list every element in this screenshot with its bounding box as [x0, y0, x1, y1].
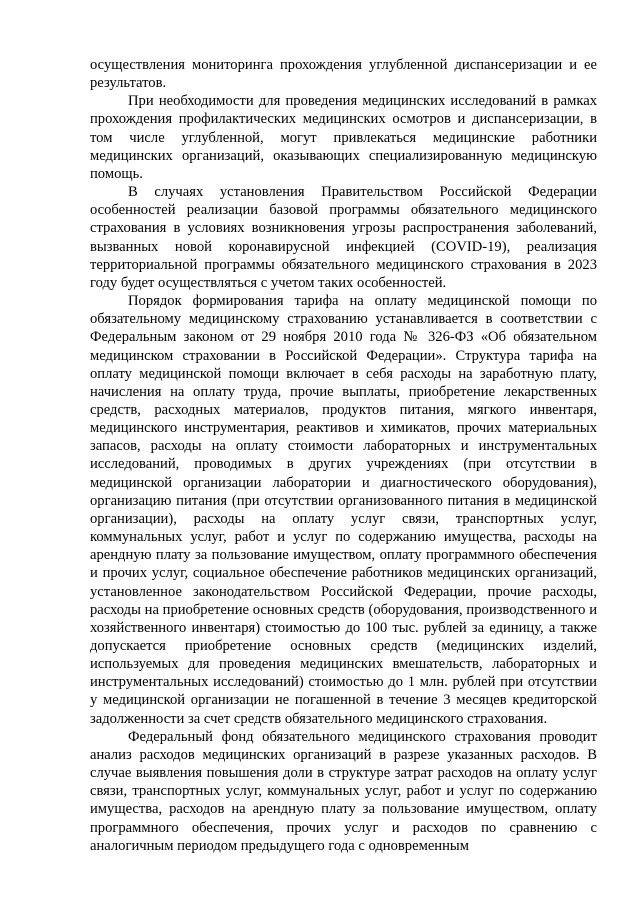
- paragraph-fund-analysis: Федеральный фонд обязательного медицинского страхования проводит анализ расходов медицинских организаций в разрезе указанных расходов. В случае выявления повышения доли в структуре затрат расходов на оплату услуг связи, транспортных услуг, коммунальных услуг, работ и услуг по содержанию имущества, расходов на арендную плату за пользование имуществом, оплату программного обеспечения, прочих услуг и расходов по сравнению с аналогичным периодом предыдущего года с одновременным: [90, 728, 597, 854]
- document-body: [90, 56, 597, 855]
- paragraph-continuation: осуществления мониторинга прохождения углубленной диспансеризации и ее результатов.: [90, 57, 597, 92]
- paragraph-tariff-structure: Порядок формирования тарифа на оплату медицинской помощи по обязательному медицинскому страхованию устанавливается в соответствии с Федеральным законом от 29 ноября 2010 года № 326-ФЗ «Об обязательном медицинском страховании в Российской Федерации». Структура тарифа на оплату медицинской помощи включает в себя расходы на заработную плату, начисления на оплату труда, прочие выплаты, приобретение лекарственных средств, расходных материалов, продуктов питания, мягкого инвентаря, медицинского инструментария, реактивов и химикатов, прочих материальных запасов, расходы на оплату стоимости лабораторных и инструментальных исследований, проводимых в других учреждениях (при отсутствии в медицинской организации лаборатории и диагностического оборудования), организацию питания (при отсутствии организованного питания в медицинской организации), расходы на оплату услуг связи, транспортных услуг, коммунальных услуг, работ и услуг по содержанию имущества, расходы на арендную плату за пользование имуществом, оплату программного обеспечения и прочих услуг, социальное обеспечение работников медицинских организаций, установленное законодательством Российской Федерации, прочие расходы, расходы на приобретение основных средств (оборудования, производственного и хозяйственного инвентаря) стоимостью до 100 тыс. рублей за единицу, а также допускается приобретение основных средств (медицинских изделий, используемых для проведения медицинских вмешательств, лабораторных и инструментальных исследований) стоимостью до 1 млн. рублей при отсутствии у медицинской организации не погашенной в течение 3 месяцев кредиторской задолженности за счет средств обязательного медицинского страхования.: [90, 293, 597, 727]
- paragraph-covid-features: В случаях установления Правительством Российской Федерации особенностей реализации базовой программы обязательного медицинского страхования в условиях возникновения угрозы распространения заболеваний, вызванных новой коронавирусной инфекцией (COVID-19), реализация территориальной программы обязательного медицинского страхования в 2023 году будет осуществляться с учетом таких особенностей.: [90, 184, 597, 291]
- paragraph-medical-research: При необходимости для проведения медицинских исследований в рамках прохождения профилактических медицинских осмотров и диспансеризации, в том числе углубленной, могут привлекаться медицинские работники медицинских организаций, оказывающих специализированную медицинскую помощь.: [90, 93, 597, 182]
